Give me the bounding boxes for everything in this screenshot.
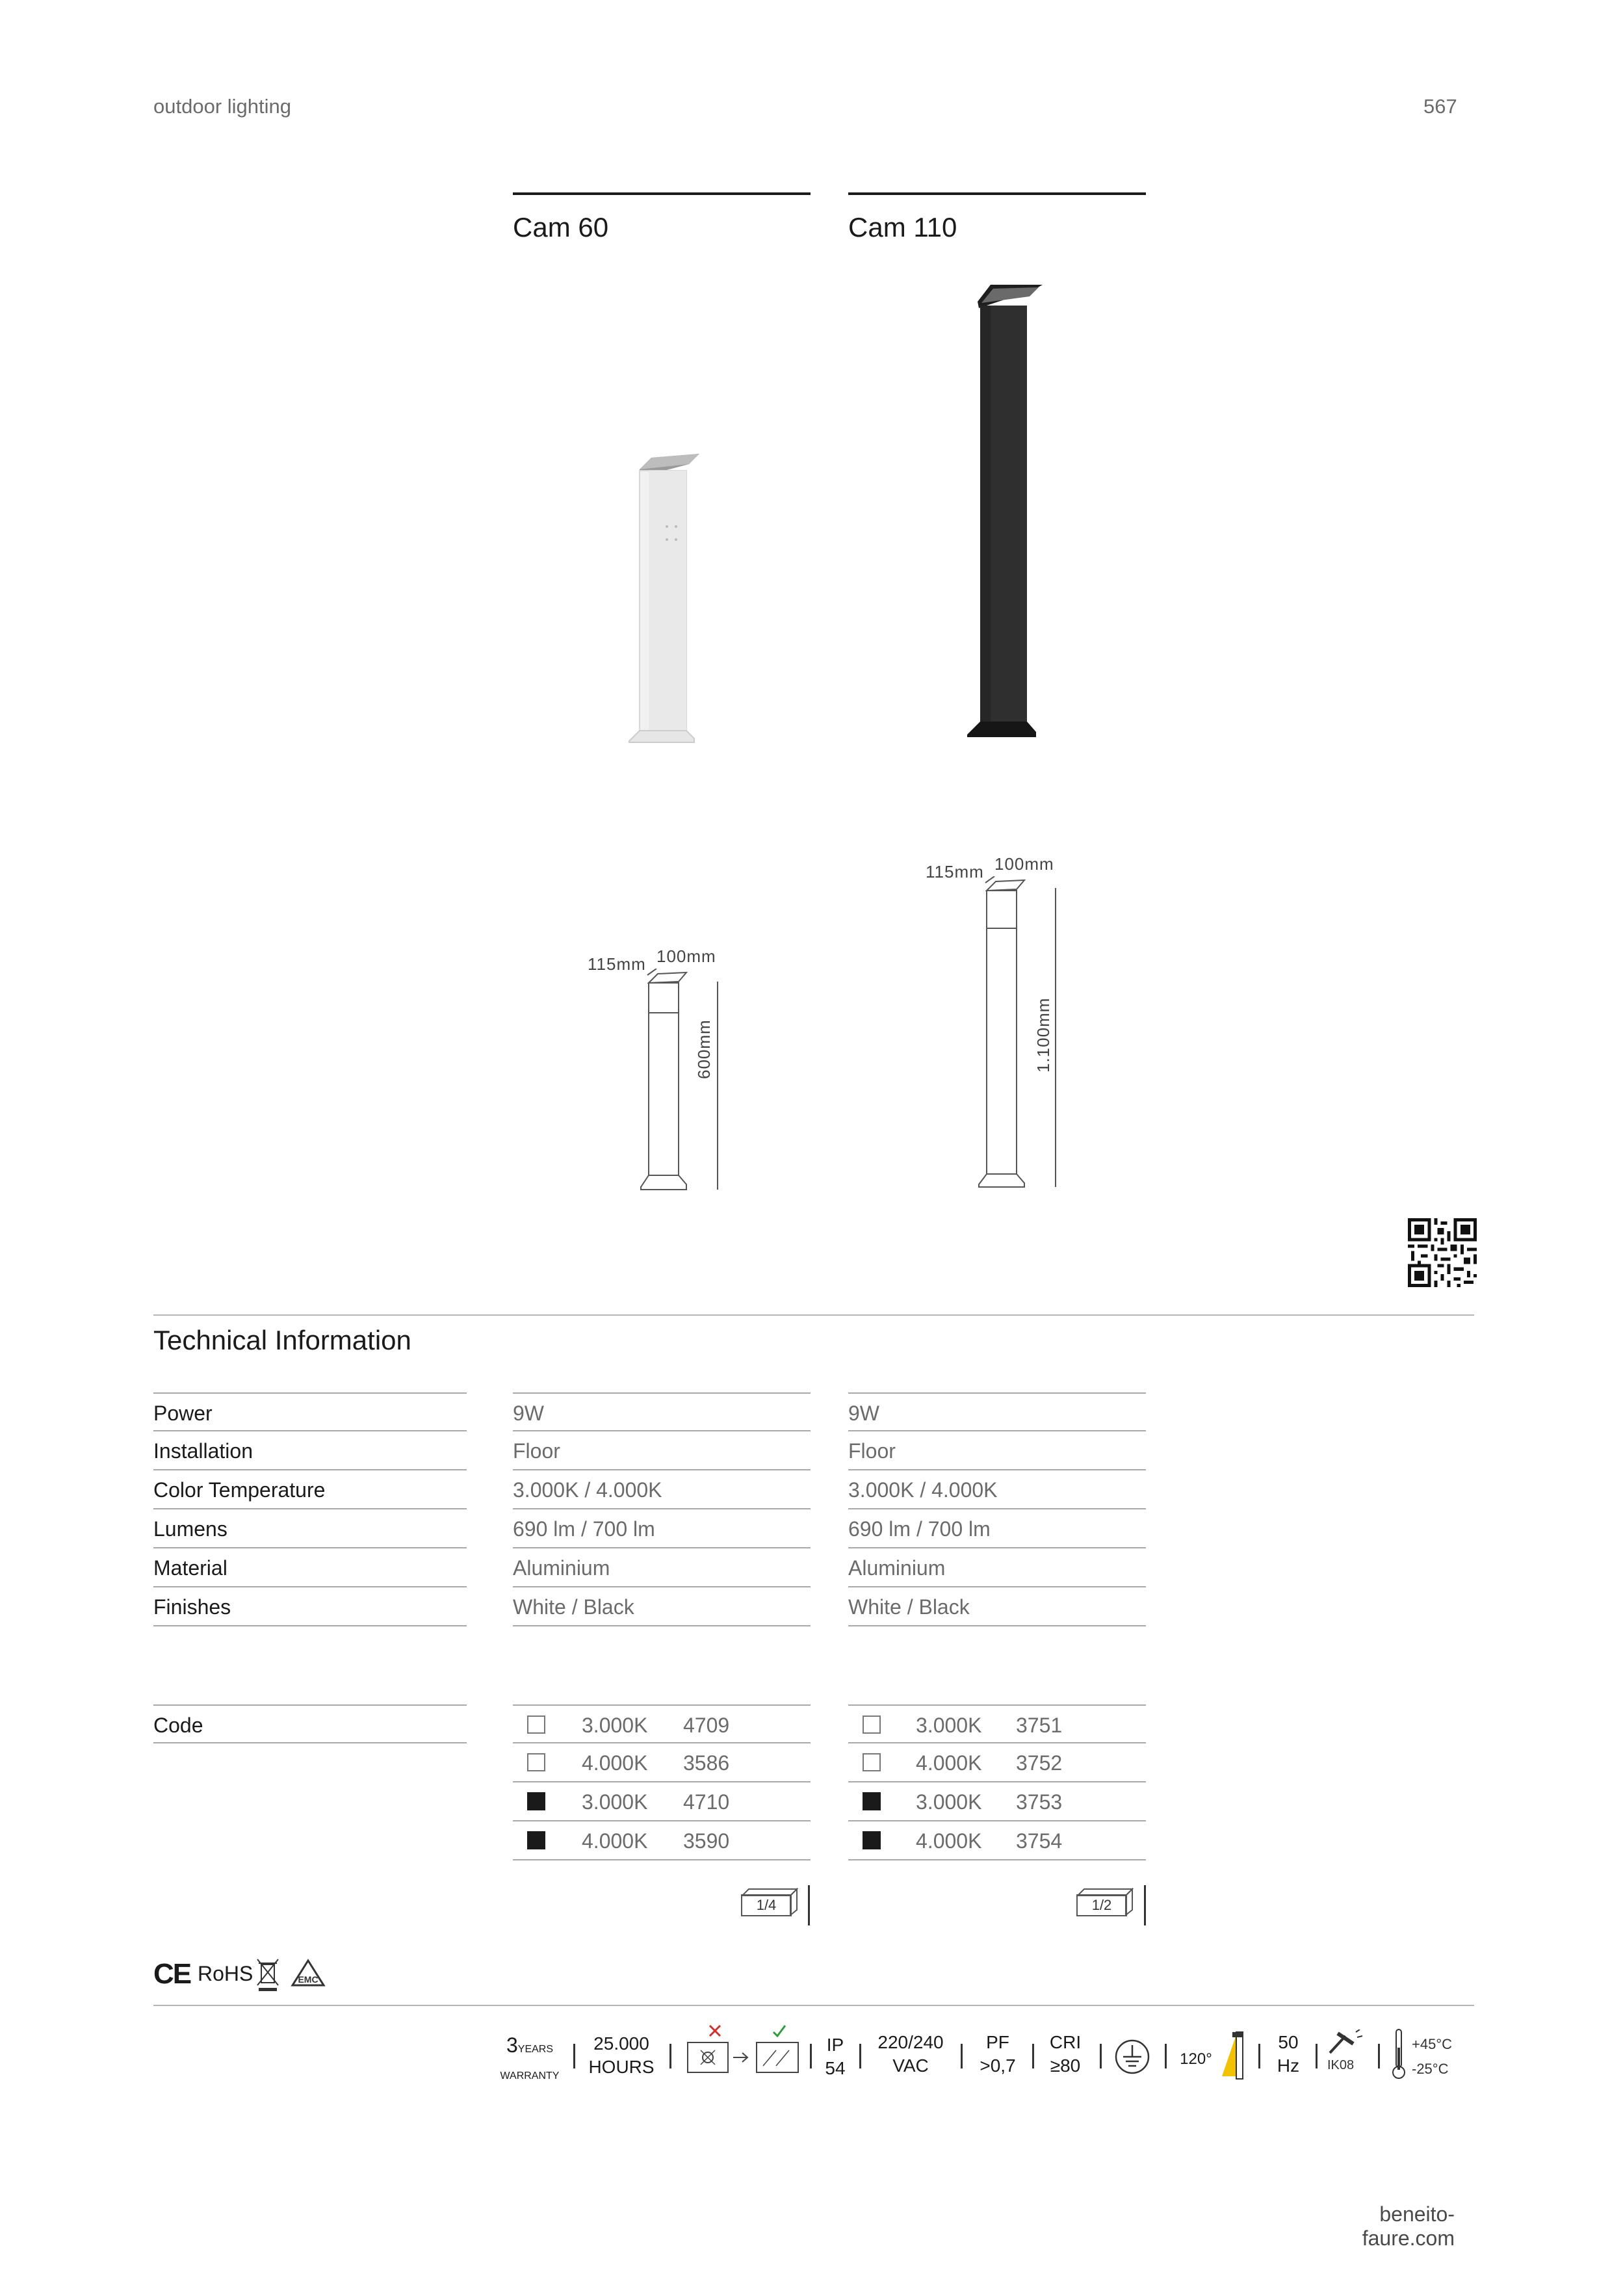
label-lumens: Lumens [153, 1517, 227, 1541]
ik-rating: IK08 [1327, 2058, 1355, 2072]
voltage-value: 220/240 [877, 2032, 944, 2052]
code-temp: 3.000K [582, 1790, 648, 1814]
label-finishes: Finishes [153, 1595, 231, 1619]
cri-label: CRI [1049, 2032, 1082, 2052]
pack-divider [808, 1885, 810, 1925]
spec-label [153, 1392, 467, 1431]
spec-value [848, 1548, 1146, 1587]
dim-2-height: 1.100mm [1033, 997, 1053, 1073]
code-number: 3751 [1016, 1714, 1063, 1737]
code-number: 3590 [683, 1829, 730, 1853]
pack-divider [1144, 1885, 1146, 1925]
pack-qty: 1/2 [1076, 1894, 1127, 1916]
spec-separator [1100, 2044, 1102, 2068]
code-temp: 4.000K [916, 1751, 982, 1775]
emc-icon [290, 1958, 326, 1990]
cri [1041, 2031, 1089, 2078]
beam-angle-icon [1217, 2029, 1247, 2081]
code-row [513, 1704, 811, 1743]
code-temp: 3.000K [916, 1790, 982, 1814]
spec-label [153, 1587, 467, 1626]
code-number: 3586 [683, 1751, 730, 1775]
hours-value: 25.000 [593, 2033, 649, 2054]
installation-value-2: Floor [848, 1439, 896, 1463]
lifetime-hours [582, 2032, 660, 2079]
white-finish-swatch [863, 1753, 881, 1771]
spec-separator [1032, 2044, 1034, 2068]
spec-separator [669, 2044, 671, 2068]
spec-label [153, 1509, 467, 1548]
spec-value [513, 1431, 811, 1470]
color-temp-value-2: 3.000K / 4.000K [848, 1478, 998, 1502]
spec-label [153, 1470, 467, 1509]
footer-divider [153, 2005, 1474, 2006]
weee-icon [255, 1957, 281, 1993]
black-finish-swatch [527, 1792, 545, 1810]
spec-separator [1316, 2044, 1318, 2068]
code-row [848, 1743, 1146, 1782]
product-2-rule [848, 192, 1146, 195]
beam-angle: 120° [1180, 2050, 1212, 2068]
spec-separator [1378, 2044, 1380, 2068]
spec-value [848, 1470, 1146, 1509]
black-finish-swatch [863, 1792, 881, 1810]
spec-value [513, 1470, 811, 1509]
code-row [513, 1821, 811, 1860]
product-2-photo [962, 277, 1053, 745]
spec-value [513, 1548, 811, 1587]
spec-value [848, 1587, 1146, 1626]
power-value-1: 9W [513, 1402, 544, 1425]
code-number: 3753 [1016, 1790, 1063, 1814]
product-1-rule [513, 192, 811, 195]
lumens-value-2: 690 lm / 700 lm [848, 1517, 991, 1541]
hz-label: Hz [1277, 2055, 1300, 2076]
replaceable-led-icon [684, 2023, 806, 2081]
product-1-title: Cam 60 [513, 212, 609, 242]
impact-hammer-icon [1326, 2029, 1364, 2055]
hz-value: 50 [1278, 2032, 1299, 2052]
pf-value: >0,7 [980, 2055, 1016, 2076]
spec-separator [573, 2044, 575, 2068]
ce-mark: CE [153, 1958, 191, 1990]
code-number: 4710 [683, 1790, 730, 1814]
hours-label: HOURS [588, 2057, 655, 2077]
spec-separator [859, 2044, 861, 2068]
code-row [848, 1821, 1146, 1860]
finishes-value-2: White / Black [848, 1595, 970, 1619]
spec-separator [1258, 2044, 1260, 2068]
temperature-range [1412, 2032, 1452, 2081]
pf-label: PF [986, 2032, 1009, 2052]
white-finish-swatch [863, 1715, 881, 1734]
code-number: 4709 [683, 1714, 730, 1737]
ip-value: 54 [825, 2058, 846, 2078]
lumens-value-1: 690 lm / 700 lm [513, 1517, 655, 1541]
label-material: Material [153, 1556, 227, 1580]
white-finish-swatch [527, 1715, 545, 1734]
ip-label: IP [826, 2035, 844, 2055]
spec-value [513, 1587, 811, 1626]
website-link[interactable]: beneito-faure.com [1362, 2202, 1455, 2250]
warranty-years: YEARS [517, 2044, 554, 2055]
spec-separator [961, 2044, 963, 2068]
code-row [848, 1704, 1146, 1743]
code-temp: 4.000K [916, 1829, 982, 1853]
spec-label [153, 1548, 467, 1587]
dim-1-width: 115mm [588, 954, 646, 974]
section-header: outdoor lighting [153, 95, 291, 118]
power-factor [970, 2031, 1026, 2078]
section-divider [153, 1314, 1474, 1316]
material-value-1: Aluminium [513, 1556, 610, 1580]
warranty [494, 2033, 565, 2085]
code-label-row [153, 1704, 467, 1743]
code-temp: 4.000K [582, 1829, 648, 1853]
spec-value [848, 1431, 1146, 1470]
temp-max: +45°C [1412, 2036, 1453, 2052]
product-2-title: Cam 110 [848, 212, 957, 242]
spec-separator [810, 2044, 812, 2068]
thermometer-icon [1391, 2028, 1407, 2080]
code-temp: 4.000K [582, 1751, 648, 1775]
finishes-value-1: White / Black [513, 1595, 634, 1619]
black-finish-swatch [863, 1831, 881, 1849]
emc-text: EMC [298, 1974, 318, 1985]
dim-1-height: 600mm [694, 1019, 714, 1079]
spec-separator [1165, 2044, 1167, 2068]
ip-rating [819, 2033, 851, 2080]
dim-1-drawing [624, 969, 728, 1203]
dim-2-depth: 100mm [994, 854, 1054, 874]
code-row [513, 1743, 811, 1782]
cri-value: ≥80 [1050, 2055, 1081, 2076]
white-finish-swatch [527, 1753, 545, 1771]
power-value-2: 9W [848, 1402, 879, 1425]
warranty-label: WARRANTY [500, 2070, 560, 2081]
label-color-temperature: Color Temperature [153, 1478, 326, 1502]
page-number: 567 [1423, 95, 1457, 118]
voltage-label: VAC [892, 2055, 929, 2076]
frequency [1269, 2031, 1308, 2078]
spec-label [153, 1431, 467, 1470]
installation-value-1: Floor [513, 1439, 560, 1463]
tech-title: Technical Information [153, 1325, 411, 1355]
spec-value [513, 1392, 811, 1431]
qr-code[interactable] [1408, 1218, 1477, 1287]
product-1-photo [611, 449, 702, 748]
spec-value [513, 1509, 811, 1548]
color-temp-value-1: 3.000K / 4.000K [513, 1478, 662, 1502]
pack-qty: 1/4 [741, 1894, 792, 1916]
warranty-number: 3 [506, 2033, 518, 2057]
code-temp: 3.000K [916, 1714, 982, 1737]
voltage [868, 2031, 953, 2078]
code-number: 3752 [1016, 1751, 1063, 1775]
code-number: 3754 [1016, 1829, 1063, 1853]
black-finish-swatch [527, 1831, 545, 1849]
dim-2-width: 115mm [926, 862, 984, 881]
code-row [513, 1782, 811, 1821]
spec-value [848, 1509, 1146, 1548]
material-value-2: Aluminium [848, 1556, 946, 1580]
label-installation: Installation [153, 1439, 253, 1463]
class-earth-icon [1114, 2039, 1150, 2075]
code-temp: 3.000K [582, 1714, 648, 1737]
rohs-mark: RoHS [198, 1962, 253, 1985]
spec-value [848, 1392, 1146, 1431]
code-row [848, 1782, 1146, 1821]
label-power: Power [153, 1402, 213, 1425]
temp-min: -25°C [1412, 2061, 1449, 2077]
code-label: Code [153, 1714, 203, 1737]
dim-1-depth: 100mm [656, 946, 716, 966]
